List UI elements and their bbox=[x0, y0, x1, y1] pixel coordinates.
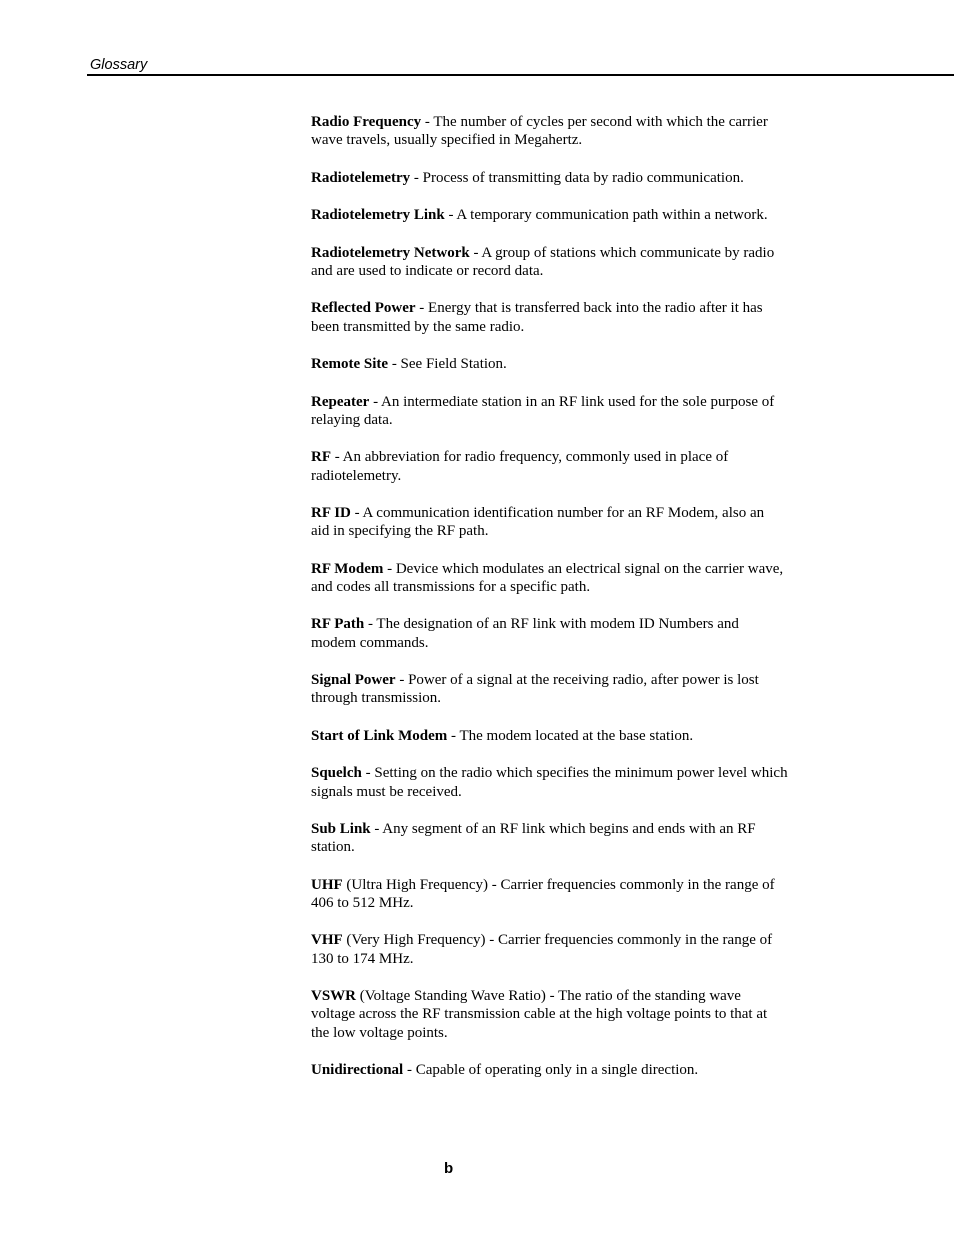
glossary-entry bbox=[311, 671, 811, 707]
definition-line: 406 to 512 MHz. bbox=[311, 894, 414, 911]
glossary-list bbox=[311, 113, 811, 1079]
definition-text: - The number of cycles per second with which the carrier bbox=[421, 114, 768, 130]
glossary-term: VSWR bbox=[311, 988, 357, 1005]
definition-line: through transmission. bbox=[311, 690, 441, 707]
definition-text: - Any segment of an RF link which begins and ends with an RF bbox=[370, 821, 756, 838]
definition-line: modem commands. bbox=[311, 634, 429, 651]
definition-line: the low voltage points. bbox=[311, 1024, 448, 1041]
definition-line: wave travels, usually specified in Megahertz. bbox=[311, 132, 583, 149]
definition-line: voltage across the RF transmission cable at the high voltage points to that at bbox=[311, 1006, 768, 1023]
definition-line: aid in specifying the RF path. bbox=[311, 523, 489, 540]
definition-text: - The modem located at the base station. bbox=[447, 727, 694, 744]
definition-line bbox=[311, 299, 811, 317]
glossary-entry bbox=[311, 393, 811, 429]
glossary-term: Start of Link Modem bbox=[311, 727, 448, 744]
glossary-term: UHF bbox=[311, 876, 343, 893]
glossary-term: RF Modem bbox=[311, 560, 384, 577]
definition-line: 130 to 174 MHz. bbox=[311, 950, 414, 967]
definition-text: - A communication identification number for an RF Modem, also an bbox=[350, 505, 765, 522]
glossary-entry bbox=[311, 615, 811, 651]
definition-line bbox=[311, 671, 811, 689]
definition-line: relaying data. bbox=[311, 411, 393, 428]
definition-text: (Voltage Standing Wave Ratio) - The ratio of the standing wave bbox=[356, 988, 741, 1005]
page-number: b bbox=[444, 1160, 454, 1177]
definition-line: and are used to indicate or record data. bbox=[311, 262, 544, 279]
glossary-entry bbox=[311, 987, 811, 1042]
glossary-entry bbox=[311, 355, 811, 373]
definition-line bbox=[311, 876, 811, 894]
glossary-term: Reflected Power bbox=[311, 300, 416, 317]
glossary-term: Radiotelemetry bbox=[311, 169, 411, 186]
definition-text: - A temporary communication path within a network. bbox=[444, 207, 768, 224]
glossary-entry bbox=[311, 299, 811, 335]
definition-line bbox=[311, 931, 811, 949]
definition-text: (Very High Frequency) - Carrier frequencies commonly in the range of bbox=[342, 932, 773, 949]
definition-line bbox=[311, 355, 811, 373]
glossary-entry bbox=[311, 820, 811, 856]
definition-line bbox=[311, 560, 811, 578]
definition-line bbox=[311, 1061, 811, 1079]
glossary-entry bbox=[311, 504, 811, 540]
definition-line: station. bbox=[311, 839, 355, 856]
definition-line bbox=[311, 448, 811, 466]
definition-text: (Ultra High Frequency) - Carrier frequencies commonly in the range of bbox=[342, 876, 775, 893]
definition-line: radiotelemetry. bbox=[311, 467, 402, 484]
definition-line bbox=[311, 615, 811, 633]
glossary-entry bbox=[311, 876, 811, 912]
glossary-term: Radio Frequency bbox=[311, 114, 422, 130]
definition-text: - An intermediate station in an RF link used for the sole purpose of bbox=[369, 393, 775, 410]
glossary-entry bbox=[311, 727, 811, 745]
definition-text: - A group of stations which communicate by radio bbox=[469, 244, 775, 261]
glossary-entry bbox=[311, 560, 811, 596]
definition-line bbox=[311, 727, 811, 745]
definition-line bbox=[311, 504, 811, 522]
glossary-entry bbox=[311, 931, 811, 967]
definition-line bbox=[311, 820, 811, 838]
definition-line bbox=[311, 987, 811, 1005]
definition-line: signals must be received. bbox=[311, 783, 462, 800]
glossary-entry bbox=[311, 206, 811, 224]
glossary-term: Repeater bbox=[311, 393, 370, 410]
definition-line bbox=[311, 393, 811, 411]
glossary-term: Remote Site bbox=[311, 356, 389, 373]
definition-text: - Setting on the radio which specifies the minimum power level which bbox=[361, 765, 788, 782]
glossary-entry bbox=[311, 448, 811, 484]
definition-line: been transmitted by the same radio. bbox=[311, 318, 525, 335]
definition-line bbox=[311, 764, 811, 782]
definition-line bbox=[311, 113, 811, 131]
glossary-entry bbox=[311, 1061, 811, 1079]
definition-text: - Capable of operating only in a single direction. bbox=[403, 1062, 699, 1079]
definition-text: - Energy that is transferred back into the radio after it has bbox=[415, 300, 763, 317]
definition-line bbox=[311, 244, 811, 262]
definition-text: - An abbreviation for radio frequency, commonly used in place of bbox=[331, 449, 729, 466]
glossary-term: Unidirectional bbox=[311, 1062, 404, 1079]
definition-text: - Power of a signal at the receiving radio, after power is lost bbox=[395, 672, 759, 689]
glossary-term: Signal Power bbox=[311, 672, 396, 689]
definition-text: - The designation of an RF link with modem ID Numbers and bbox=[364, 616, 739, 633]
header-rule bbox=[87, 74, 954, 76]
definition-line bbox=[311, 206, 811, 224]
glossary-term: RF bbox=[311, 449, 331, 466]
glossary-entry bbox=[311, 764, 811, 800]
definition-text: - See Field Station. bbox=[388, 356, 507, 373]
glossary-term: Squelch bbox=[311, 765, 362, 782]
definition-line: and codes all transmissions for a specific path. bbox=[311, 578, 591, 595]
glossary-term: RF Path bbox=[311, 616, 365, 633]
glossary-entry bbox=[311, 113, 811, 149]
glossary-entry bbox=[311, 169, 811, 187]
definition-text: - Process of transmitting data by radio communication. bbox=[410, 169, 744, 186]
glossary-term: Radiotelemetry Link bbox=[311, 207, 445, 224]
page-header-title: Glossary bbox=[90, 57, 148, 73]
glossary-entry bbox=[311, 244, 811, 280]
glossary-term: Radiotelemetry Network bbox=[311, 244, 470, 261]
glossary-term: RF ID bbox=[311, 505, 351, 522]
definition-text: - Device which modulates an electrical signal on the carrier wave, bbox=[383, 560, 784, 577]
glossary-term: VHF bbox=[311, 932, 343, 949]
glossary-term: Sub Link bbox=[311, 821, 371, 838]
definition-line bbox=[311, 169, 811, 187]
